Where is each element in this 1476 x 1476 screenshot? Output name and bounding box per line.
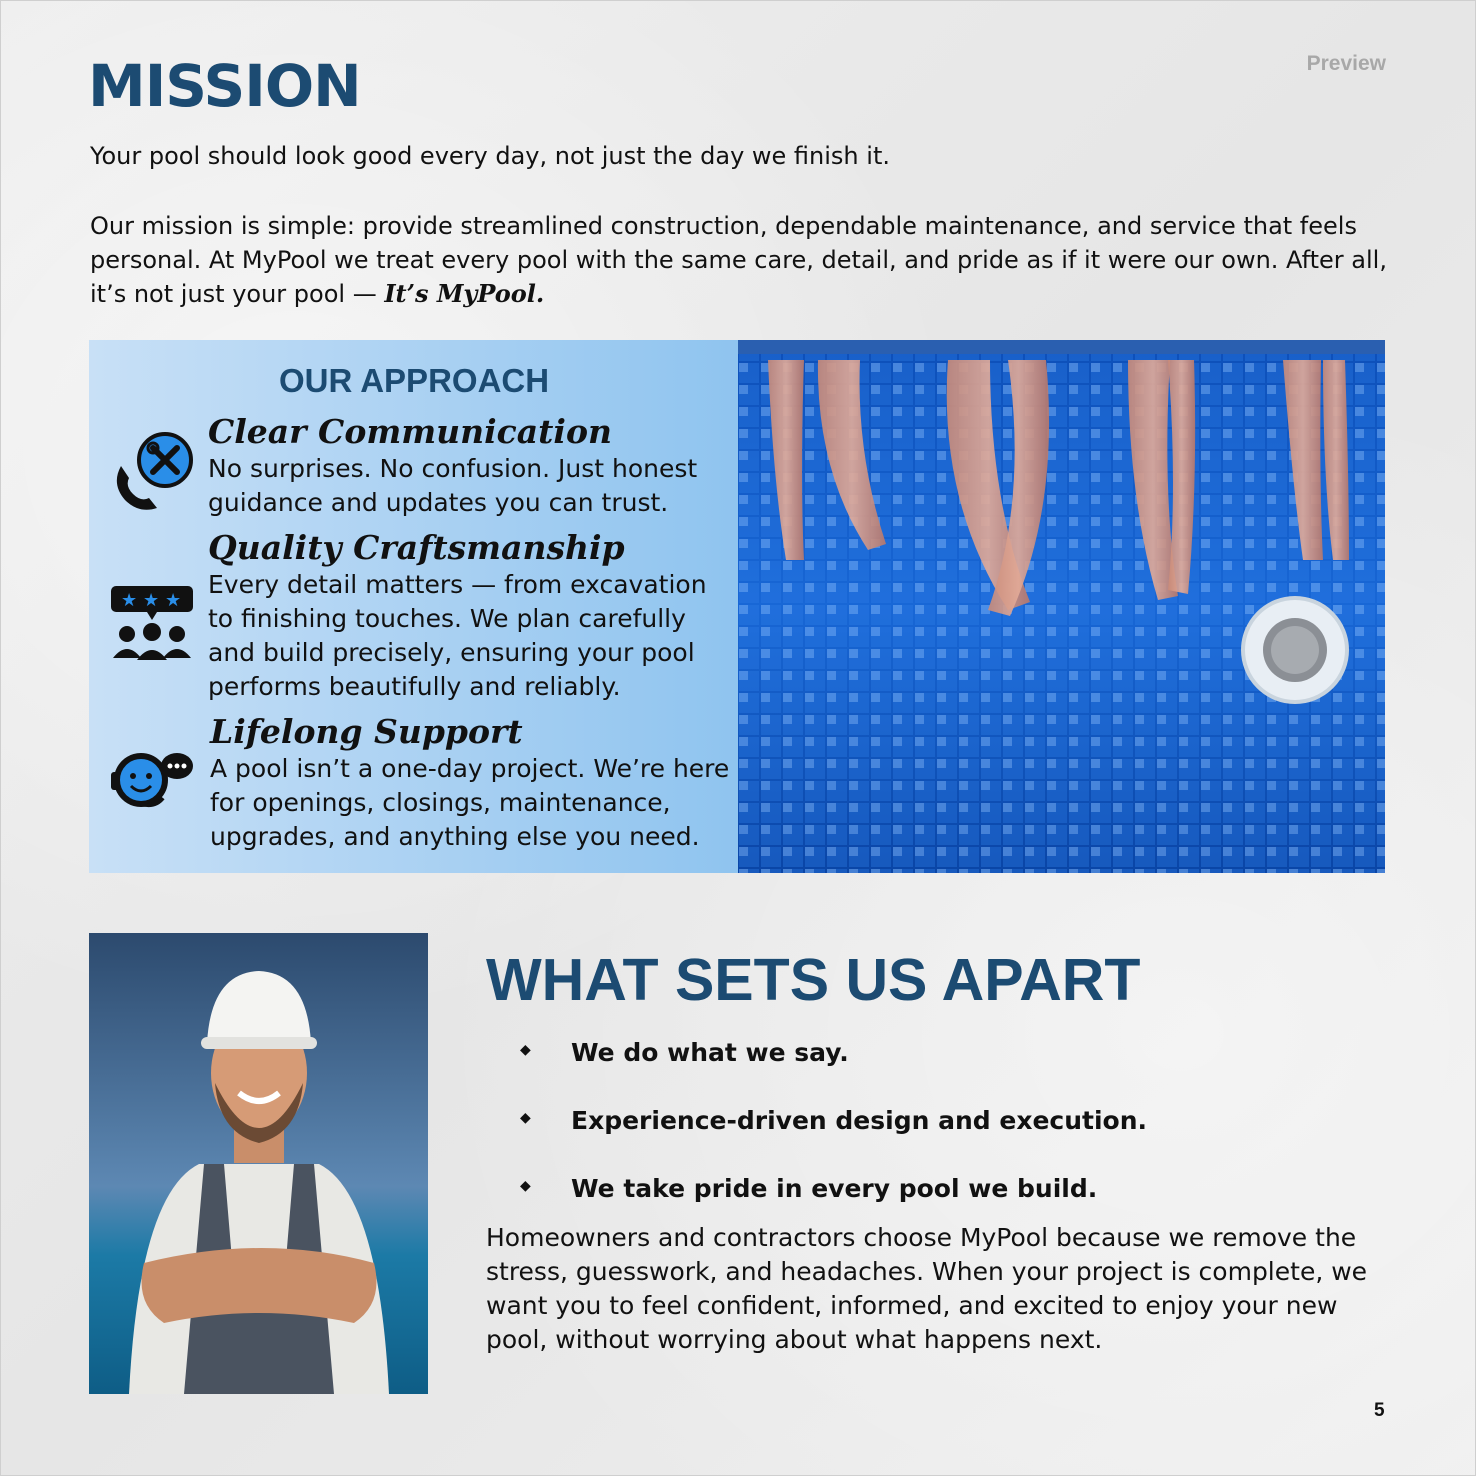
diamond-bullet-icon: ◆	[520, 1110, 531, 1126]
svg-text:★: ★	[143, 590, 160, 611]
item-title-communication: Clear Communication	[208, 412, 612, 451]
approach-panel	[89, 340, 738, 873]
diamond-bullet-icon: ◆	[520, 1178, 531, 1194]
svg-text:★: ★	[165, 590, 182, 611]
phone-tools-icon	[107, 428, 197, 518]
approach-title: OUR APPROACH	[278, 362, 550, 399]
bullet-text: Experience-driven design and execution.	[571, 1106, 1148, 1135]
item-text-craftsmanship: Every detail matters — from excavation to finishing touches. We plan carefully and build precisely, ensuring your pool performs beautifully and reliably.	[208, 570, 707, 701]
team-rating-icon	[107, 580, 197, 670]
mission-title: MISSION	[88, 52, 361, 120]
apart-title: WHAT SETS US APART	[486, 947, 1141, 1013]
diamond-bullet-icon: ◆	[520, 1042, 531, 1058]
mission-body	[90, 209, 1390, 311]
bullet-text: We do what we say.	[571, 1038, 849, 1067]
item-title-craftsmanship: Quality Craftsmanship	[208, 528, 625, 567]
item-title-support: Lifelong Support	[210, 712, 523, 751]
mission-tagline: It’s MyPool.	[384, 279, 545, 308]
bullet-text: We take pride in every pool we build.	[571, 1174, 1098, 1203]
apart-body: Homeowners and contractors choose MyPool because we remove the stress, guesswork, and headaches. When your project is complete, we want you to feel confident, informed, and excited to enjoy your new pool, without worrying about what happens next.	[486, 1223, 1368, 1354]
mission-intro: Your pool should look good every day, not just the day we finish it.	[90, 142, 890, 170]
worker-photo	[89, 933, 428, 1394]
support-headset-icon	[107, 738, 197, 828]
page-number: 5	[1374, 1400, 1385, 1421]
mission-body-text: Our mission is simple: provide streamlined construction, dependable maintenance, and service that feels personal. At MyPool we treat every pool with the same care, detail, and pride as if it were our own. After all, it’s not just your pool —	[90, 212, 1387, 308]
preview-label: Preview	[1306, 52, 1386, 75]
item-text-support: A pool isn’t a one-day project. We’re here for openings, closings, maintenance, upgrades, and anything else you need.	[210, 754, 730, 851]
svg-text:★: ★	[121, 590, 138, 611]
item-text-communication: No surprises. No confusion. Just honest guidance and updates you can trust.	[208, 454, 698, 517]
pool-legs-photo	[738, 340, 1385, 873]
